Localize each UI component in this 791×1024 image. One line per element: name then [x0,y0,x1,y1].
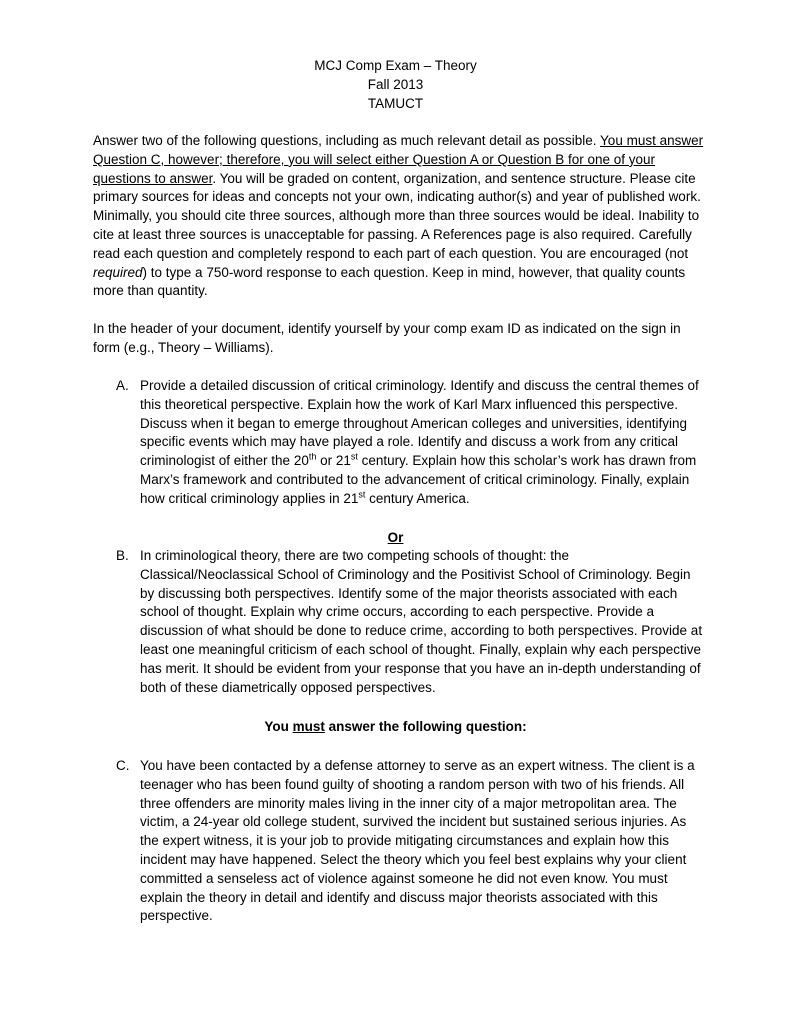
question-a-text-2: or 21 [316,453,351,469]
question-b-text: In criminological theory, there are two competing schools of thought: the Classical/Neoclassical School of Criminology and the Positivist School of Criminology. Begin by discussing both perspectives. Identify some of the major theorists associated with each school of thought. Explain why crime occurs, according to each perspective. Provide a discussion of what should be done to reduce crime, according to both perspectives. Provide at least one meaningful criticism of each school of thought. Finally, explain why each perspective has merit. It should be evident from your response that you have an in-depth understanding of both of these diametrically opposed perspectives. [140,548,703,695]
exam-term: Fall 2013 [367,77,424,92]
question-a-sup-2: st [350,451,358,462]
question-a-sup-3: st [358,489,366,500]
question-a-text-4: century America. [365,490,470,506]
question-a-text-1: Provide a detailed discussion of critical criminology. Identify and discuss the central themes of this theoretical perspective. Explain how the work of Karl Marx influenced this perspective. Discuss when it began to emerge throughout American colleges and universities, identifying specific events which may have played a role. Identify and discuss a work from any critical criminologist of either the 20 [140,378,699,469]
instructions-text-3: ) to type a 750-word response to each question. Keep in mind, however, that quality counts more than quantity. [93,264,686,299]
question-b-letter: B. [116,548,129,563]
question-a-text [140,377,706,509]
or-separator: Or [387,530,404,545]
question-c-letter: C. [116,758,130,773]
required-heading-pre: You [264,719,293,734]
question-c-text: You have been contacted by a defense attorney to serve as an expert witness. The client is a teenager who has been found guilty of shooting a random person with two of his friends. All three offenders are minority males living in the inner city of a major metropolitan area. The victim, a 24-year old college student, survived the incident but sustained serious injuries. As the expert witness, it is your job to provide mitigating circumstances and explain how this incident may have happened. Select the theory which you feel best explains why your client committed a senseless act of violence against someone he did not even know. You must explain the theory in detail and identify and discuss major theorists associated with this perspective. [140,758,695,924]
instructions-paragraph [93,132,705,301]
instructions-text-2: . You will be graded on content, organization, and sentence structure. Please cite primary sources for ideas and concepts not your own, indicating author(s) and year of published work. Minimally, you should cite three sources, although more than three sources would be ideal. Inability to cite at least three sources is unacceptable for passing. A References page is also required. Carefully read each question and completely respond to each part of each question. You are encouraged (not [93,170,701,261]
exam-institution: TAMUCT [367,96,424,111]
instructions-italic: required [93,264,143,280]
required-question-heading [0,718,791,737]
required-heading-underlined: must [292,719,325,734]
exam-title: MCJ Comp Exam – Theory [314,58,477,73]
header-instructions-paragraph: In the header of your document, identify yourself by your comp exam ID as indicated on the sign in form (e.g., Theory – Williams). [93,321,681,355]
required-heading-post: answer the following question: [324,719,527,734]
question-a-sup-1: th [308,451,317,462]
instructions-underlined: You must answer Question C, however; therefore, you will select either Question A or Question B for one of your questions to answer [93,133,704,186]
document-header [0,56,791,113]
question-a-text-3: century. Explain how this scholar’s work has drawn from Marx’s framework and contributed to the advancement of critical criminology. Finally, explain how critical criminology applies in 21 [140,453,697,506]
instructions-text-1: Answer two of the following questions, including as much relevant detail as possible. [93,133,601,148]
question-a-letter: A. [116,378,129,393]
